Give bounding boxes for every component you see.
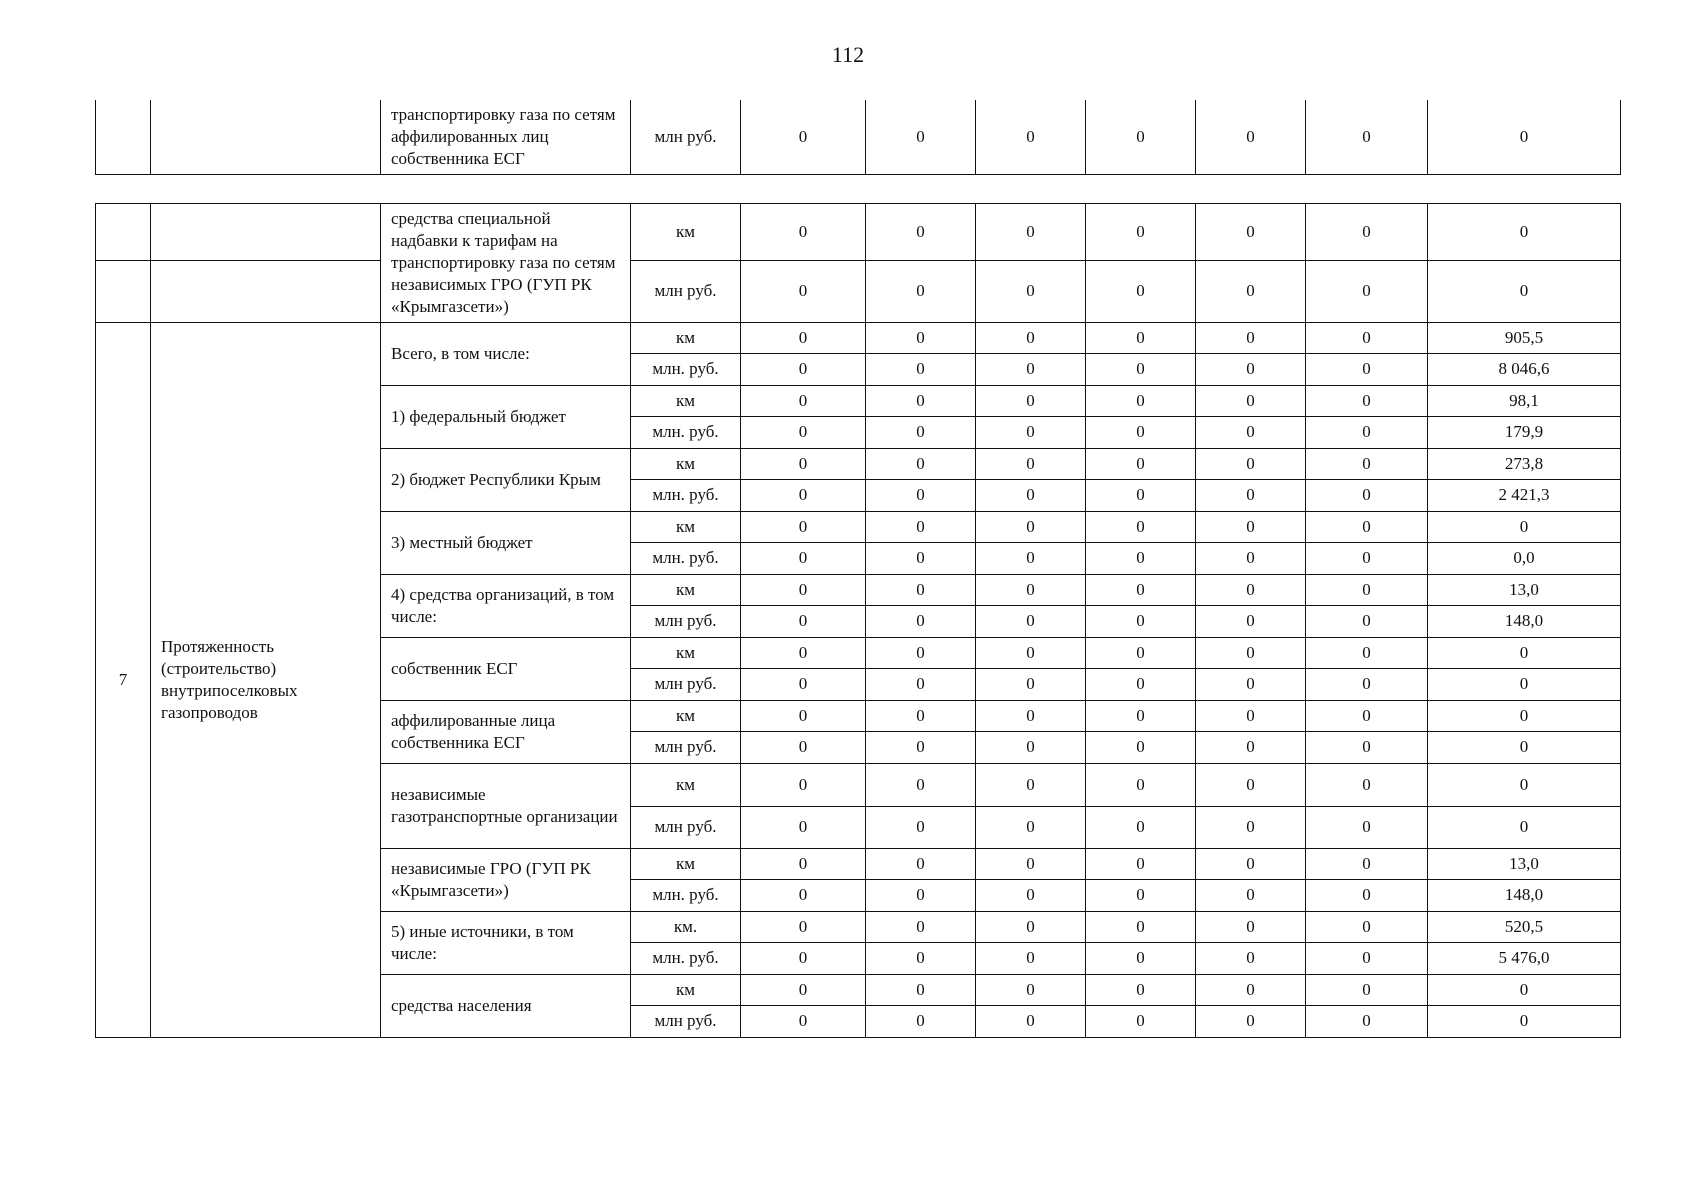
funding-source-label: независимые ГРО (ГУП РК «Крымгазсети») xyxy=(381,849,631,912)
value-cell: 0 xyxy=(1196,807,1306,849)
value-cell: 0 xyxy=(1428,807,1621,849)
value-cell: 0 xyxy=(1086,543,1196,575)
value-cell: 2 421,3 xyxy=(1428,480,1621,512)
value-cell: 0 xyxy=(866,354,976,386)
value-cell: 0 xyxy=(1196,669,1306,701)
value-cell: 0 xyxy=(1196,849,1306,880)
value-cell: 0 xyxy=(976,1006,1086,1038)
funding-source-label: 5) иные источники, в том числе: xyxy=(381,912,631,975)
funding-source-label: независимые газотранспортные организации xyxy=(381,764,631,849)
table-row xyxy=(96,204,1621,261)
funding-source-label: 4) средства организаций, в том числе: xyxy=(381,575,631,638)
value-cell: 0 xyxy=(1086,323,1196,354)
funding-source-label: 2) бюджет Республики Крым xyxy=(381,449,631,512)
value-cell: 0 xyxy=(1196,943,1306,975)
value-cell: 0 xyxy=(866,807,976,849)
value-cell: 0 xyxy=(741,512,866,543)
value-cell: 0 xyxy=(741,354,866,386)
value-cell: 0,0 xyxy=(1428,543,1621,575)
value-cell: 0 xyxy=(1086,480,1196,512)
value-cell: 0 xyxy=(1196,100,1306,174)
value-cell: 0 xyxy=(976,943,1086,975)
value-cell: 0 xyxy=(866,1006,976,1038)
value-cell: 905,5 xyxy=(1428,323,1621,354)
unit-cell: млн руб. xyxy=(631,261,741,323)
value-cell: 0 xyxy=(1196,912,1306,943)
value-cell: 0 xyxy=(741,880,866,912)
value-cell: 0 xyxy=(1196,975,1306,1006)
value-cell: 0 xyxy=(1428,1006,1621,1038)
unit-cell: млн. руб. xyxy=(631,417,741,449)
value-cell: 0 xyxy=(1196,1006,1306,1038)
unit-cell: км xyxy=(631,323,741,354)
value-cell: 0 xyxy=(1086,1006,1196,1038)
value-cell: 0 xyxy=(976,480,1086,512)
value-cell: 0 xyxy=(1428,638,1621,669)
value-cell: 0 xyxy=(976,880,1086,912)
value-cell: 0 xyxy=(741,638,866,669)
value-cell: 0 xyxy=(1306,512,1428,543)
unit-cell: млн. руб. xyxy=(631,480,741,512)
funding-source-label: 3) местный бюджет xyxy=(381,512,631,575)
number-cell xyxy=(96,261,151,323)
table-row xyxy=(96,261,1621,323)
value-cell: 0 xyxy=(1428,732,1621,764)
value-cell: 0 xyxy=(741,975,866,1006)
value-cell: 0 xyxy=(741,849,866,880)
unit-cell: млн руб. xyxy=(631,669,741,701)
value-cell: 0 xyxy=(976,975,1086,1006)
unit-cell: млн руб. xyxy=(631,732,741,764)
value-cell: 0 xyxy=(976,807,1086,849)
value-cell: 0 xyxy=(1086,386,1196,417)
value-cell: 0 xyxy=(866,975,976,1006)
value-cell: 0 xyxy=(1196,449,1306,480)
value-cell: 0 xyxy=(1428,764,1621,807)
value-cell: 0 xyxy=(1196,701,1306,732)
value-cell: 8 046,6 xyxy=(1428,354,1621,386)
value-cell: 5 476,0 xyxy=(1428,943,1621,975)
value-cell: 0 xyxy=(866,480,976,512)
value-cell: 0 xyxy=(866,912,976,943)
value-cell: 0 xyxy=(976,323,1086,354)
value-cell: 0 xyxy=(1086,417,1196,449)
main-table xyxy=(95,203,1621,1038)
value-cell: 0 xyxy=(1086,732,1196,764)
value-cell: 0 xyxy=(1086,261,1196,323)
number-cell xyxy=(96,100,151,174)
value-cell: 0 xyxy=(976,204,1086,261)
value-cell: 0 xyxy=(1196,261,1306,323)
value-cell: 0 xyxy=(866,638,976,669)
funding-source-label: средства населения xyxy=(381,975,631,1038)
value-cell: 0 xyxy=(866,261,976,323)
table-row xyxy=(96,100,1621,174)
value-cell: 0 xyxy=(1196,417,1306,449)
value-cell: 0 xyxy=(1086,807,1196,849)
value-cell: 0 xyxy=(741,417,866,449)
unit-cell: км xyxy=(631,386,741,417)
value-cell: 0 xyxy=(1306,575,1428,606)
value-cell: 0 xyxy=(1086,449,1196,480)
value-cell: 0 xyxy=(1428,975,1621,1006)
value-cell: 0 xyxy=(866,449,976,480)
section-number-cell: 7 xyxy=(96,323,151,1038)
value-cell: 0 xyxy=(741,606,866,638)
value-cell: 0 xyxy=(741,807,866,849)
value-cell: 0 xyxy=(1428,512,1621,543)
value-cell: 0 xyxy=(866,386,976,417)
value-cell: 0 xyxy=(866,732,976,764)
value-cell: 0 xyxy=(1306,669,1428,701)
value-cell: 0 xyxy=(976,912,1086,943)
value-cell: 0 xyxy=(1306,100,1428,174)
unit-cell: км xyxy=(631,204,741,261)
value-cell: 0 xyxy=(976,849,1086,880)
value-cell: 98,1 xyxy=(1428,386,1621,417)
unit-cell: млн. руб. xyxy=(631,943,741,975)
value-cell: 0 xyxy=(1306,638,1428,669)
value-cell: 0 xyxy=(1306,386,1428,417)
value-cell: 0 xyxy=(1086,606,1196,638)
value-cell: 0 xyxy=(1086,764,1196,807)
value-cell: 0 xyxy=(976,100,1086,174)
unit-cell: км xyxy=(631,512,741,543)
value-cell: 0 xyxy=(1086,912,1196,943)
value-cell: 0 xyxy=(866,100,976,174)
value-cell: 0 xyxy=(1086,354,1196,386)
value-cell: 0 xyxy=(741,386,866,417)
value-cell: 273,8 xyxy=(1428,449,1621,480)
value-cell: 0 xyxy=(866,417,976,449)
funding-source-label: аффилированные лица собственника ЕСГ xyxy=(381,701,631,764)
value-cell: 0 xyxy=(1196,354,1306,386)
value-cell: 0 xyxy=(741,575,866,606)
value-cell: 0 xyxy=(741,261,866,323)
value-cell: 0 xyxy=(1306,323,1428,354)
value-cell: 148,0 xyxy=(1428,880,1621,912)
value-cell: 0 xyxy=(1306,354,1428,386)
value-cell: 0 xyxy=(741,943,866,975)
value-cell: 0 xyxy=(1196,880,1306,912)
value-cell: 0 xyxy=(1086,512,1196,543)
value-cell: 0 xyxy=(1428,204,1621,261)
value-cell: 13,0 xyxy=(1428,849,1621,880)
value-cell: 0 xyxy=(1306,880,1428,912)
page-number: 112 xyxy=(831,42,865,67)
value-cell: 0 xyxy=(1306,975,1428,1006)
value-cell: 0 xyxy=(976,543,1086,575)
name-cell xyxy=(151,100,381,174)
value-cell: 0 xyxy=(1306,701,1428,732)
value-cell: 0 xyxy=(1196,732,1306,764)
value-cell: 0 xyxy=(741,701,866,732)
value-cell: 0 xyxy=(1306,764,1428,807)
value-cell: 0 xyxy=(1306,606,1428,638)
value-cell: 0 xyxy=(1196,480,1306,512)
unit-cell: млн. руб. xyxy=(631,543,741,575)
unit-cell: млн руб. xyxy=(631,807,741,849)
value-cell: 0 xyxy=(741,543,866,575)
value-cell: 0 xyxy=(1196,386,1306,417)
funding-source-label: собственник ЕСГ xyxy=(381,638,631,701)
table-row xyxy=(96,323,1621,354)
value-cell: 0 xyxy=(866,543,976,575)
value-cell: 0 xyxy=(1306,912,1428,943)
top-table xyxy=(95,100,1621,175)
value-cell: 0 xyxy=(976,354,1086,386)
value-cell: 0 xyxy=(1428,100,1621,174)
value-cell: 0 xyxy=(1086,100,1196,174)
value-cell: 0 xyxy=(741,732,866,764)
unit-cell: млн руб. xyxy=(631,100,741,174)
value-cell: 0 xyxy=(866,606,976,638)
value-cell: 0 xyxy=(976,764,1086,807)
value-cell: 0 xyxy=(976,386,1086,417)
value-cell: 13,0 xyxy=(1428,575,1621,606)
description-cell: средства специальной надбавки к тарифам на транспортировку газа по сетям независимых ГРО (ГУП РК «Крымгазсети») xyxy=(381,204,631,323)
value-cell: 148,0 xyxy=(1428,606,1621,638)
unit-cell: км. xyxy=(631,912,741,943)
unit-cell: млн. руб. xyxy=(631,880,741,912)
value-cell: 0 xyxy=(1306,417,1428,449)
section-name-cell: Протяженность (строительство) внутрипоселковых газопроводов xyxy=(151,323,381,1038)
funding-source-label: Всего, в том числе: xyxy=(381,323,631,386)
value-cell: 0 xyxy=(976,638,1086,669)
value-cell: 0 xyxy=(1306,732,1428,764)
value-cell: 0 xyxy=(866,575,976,606)
value-cell: 0 xyxy=(1428,669,1621,701)
value-cell: 0 xyxy=(1196,764,1306,807)
value-cell: 0 xyxy=(1306,943,1428,975)
value-cell: 0 xyxy=(976,732,1086,764)
name-cell xyxy=(151,204,381,261)
unit-cell: млн руб. xyxy=(631,606,741,638)
value-cell: 0 xyxy=(866,323,976,354)
value-cell: 0 xyxy=(1196,204,1306,261)
description-cell: транспортировку газа по сетям аффилированных лиц собственника ЕСГ xyxy=(381,100,631,174)
value-cell: 0 xyxy=(1196,323,1306,354)
value-cell: 0 xyxy=(1086,701,1196,732)
value-cell: 0 xyxy=(1428,701,1621,732)
value-cell: 0 xyxy=(741,323,866,354)
value-cell: 0 xyxy=(976,606,1086,638)
value-cell: 0 xyxy=(741,1006,866,1038)
value-cell: 0 xyxy=(976,575,1086,606)
value-cell: 0 xyxy=(1306,543,1428,575)
unit-cell: км xyxy=(631,975,741,1006)
value-cell: 0 xyxy=(1306,204,1428,261)
value-cell: 0 xyxy=(866,512,976,543)
unit-cell: км xyxy=(631,849,741,880)
unit-cell: км xyxy=(631,638,741,669)
value-cell: 0 xyxy=(1306,261,1428,323)
value-cell: 0 xyxy=(866,764,976,807)
value-cell: 0 xyxy=(1306,1006,1428,1038)
unit-cell: млн. руб. xyxy=(631,354,741,386)
value-cell: 179,9 xyxy=(1428,417,1621,449)
value-cell: 0 xyxy=(976,701,1086,732)
value-cell: 0 xyxy=(741,912,866,943)
value-cell: 0 xyxy=(1086,880,1196,912)
value-cell: 0 xyxy=(866,880,976,912)
unit-cell: млн руб. xyxy=(631,1006,741,1038)
funding-source-label: 1) федеральный бюджет xyxy=(381,386,631,449)
value-cell: 0 xyxy=(1428,261,1621,323)
value-cell: 0 xyxy=(866,669,976,701)
value-cell: 0 xyxy=(741,100,866,174)
value-cell: 0 xyxy=(866,943,976,975)
value-cell: 0 xyxy=(741,449,866,480)
value-cell: 0 xyxy=(976,669,1086,701)
value-cell: 0 xyxy=(976,261,1086,323)
unit-cell: км xyxy=(631,764,741,807)
value-cell: 0 xyxy=(1196,543,1306,575)
value-cell: 0 xyxy=(1196,606,1306,638)
value-cell: 0 xyxy=(976,417,1086,449)
value-cell: 0 xyxy=(866,204,976,261)
value-cell: 0 xyxy=(741,204,866,261)
value-cell: 0 xyxy=(976,512,1086,543)
value-cell: 0 xyxy=(1196,575,1306,606)
value-cell: 0 xyxy=(866,701,976,732)
value-cell: 0 xyxy=(1306,480,1428,512)
value-cell: 0 xyxy=(1086,669,1196,701)
value-cell: 0 xyxy=(1086,204,1196,261)
value-cell: 0 xyxy=(1086,975,1196,1006)
value-cell: 0 xyxy=(1306,449,1428,480)
value-cell: 0 xyxy=(1196,512,1306,543)
value-cell: 0 xyxy=(1196,638,1306,669)
value-cell: 0 xyxy=(1086,943,1196,975)
value-cell: 0 xyxy=(866,849,976,880)
value-cell: 0 xyxy=(741,480,866,512)
value-cell: 0 xyxy=(1306,849,1428,880)
value-cell: 520,5 xyxy=(1428,912,1621,943)
name-cell xyxy=(151,261,381,323)
unit-cell: км xyxy=(631,575,741,606)
value-cell: 0 xyxy=(1086,849,1196,880)
value-cell: 0 xyxy=(1086,575,1196,606)
unit-cell: км xyxy=(631,701,741,732)
number-cell xyxy=(96,204,151,261)
value-cell: 0 xyxy=(976,449,1086,480)
value-cell: 0 xyxy=(1306,807,1428,849)
value-cell: 0 xyxy=(1086,638,1196,669)
value-cell: 0 xyxy=(741,764,866,807)
value-cell: 0 xyxy=(741,669,866,701)
unit-cell: км xyxy=(631,449,741,480)
